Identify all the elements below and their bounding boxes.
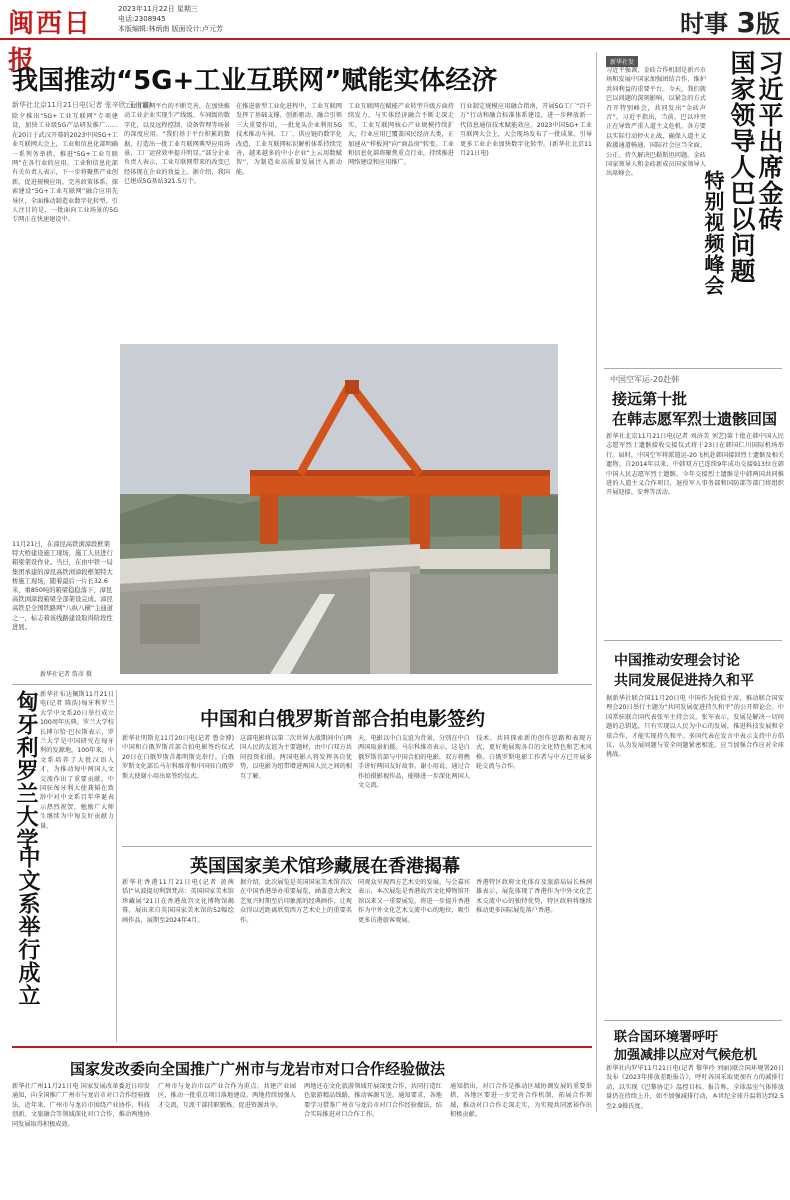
belarus-col-4: 技术、共同探索新的创作思路和表现方式，更好地展现各自的文化特色和艺术风格。白俄罗斯电影工作者与中方已开展多轮交流与合作。 — [476, 735, 592, 771]
lanzhou-title-line-1: 匈牙利罗兰大学 — [13, 690, 38, 851]
issue-phone: 电话:2308945 — [118, 15, 166, 23]
guangzhou-headline: 国家发改委向全国推广广州市与龙岩市对口合作经验做法 — [70, 1060, 446, 1078]
belarus-col-2: 这部电影将以第二次世界大战期间中白两国人民的友谊为主要题材，由中白双方共同投资拍摄。两国电影人将发挥各自优势，以电影为纽带增进两国人民之间的相互了解。 — [240, 735, 352, 780]
side-lead-title-line-3: 特别视频峰会 — [701, 170, 725, 296]
lead-col-4: 工业互联网在赋能产业转型升级方面持续发力，与实体经济融合不断走深走实。工业互联网核心产业规模持续扩大，行业应用已覆盖国民经济大类，正加速从“样板间”向“商品房”转变。工业和信息化部将聚焦重点行业，持续推进网络建设和应用推广。 — [348, 103, 454, 167]
lead-col-1: 除夕推出“5G+工业互联网”专项建设，加快工业级5G产品研发推广……在20日于武汉开幕的2023中国5G+工业互联网大会上，工业和信息化部明确一系列务举措，推进“5G+工业互联网”在各行业的应用。工业和信息化部有关负责人表示，下一步将聚焦产业创新，促进规模应用，完善政策体系，探索建设“5G+工业互联网”融合应用先导区，全面推动制造业数字化转型。引人注目的是，一批面向工业场景的5G专网正在快速建设中。 — [12, 113, 118, 224]
divider-hongkong — [122, 846, 592, 847]
divider-security — [604, 640, 782, 641]
page-suffix: 版 — [756, 10, 780, 38]
guangzhou-col-1: 新华社广州11月21日电 国家发展改革委近日印发通知，向全国推广广州市与龙岩市对口合作经验做法。近年来，广州市与龙岩市围绕产业协作、科技创新、文旅融合等领域深化对口合作，推动两地协同发展取得积极成效。 — [12, 1083, 150, 1128]
bridge-construction-illustration — [120, 344, 558, 674]
right-column-divider — [596, 52, 597, 1112]
security-headline-2: 共同发展促进持久和平 — [614, 673, 754, 689]
lead-col-5: 行业制定规模应用融合指南，开展5G工厂“百千万”行动和融合标准体系建设，进一步释放新一代信息通信技术赋能效应。2023中国5G+工业互联网大会上，大会现场发布了一批成果，引导更多工业企业加快数字化转型。(新华社北京11月21日电) — [460, 103, 592, 158]
volunteers-headline-1: 接远第十批 — [612, 390, 688, 408]
hongkong-col-1: 新华社香港11月21日电(记者 黄茜恬)“从波提切利到梵高：英国国家美术馆珍藏展”21日在香港故宫文化博物馆揭幕。展出来自英国国家美术馆的52幅绘画作品，展期至2024年4月。 — [122, 879, 234, 924]
lanzhou-title-rest — [14, 846, 44, 1036]
hongkong-col-4: 香港特区政府文化体育及旅游局局长杨润雄表示，展览体现了香港作为中外文化艺术交流中心的独特优势，特区政府将继续推动更多国际展览落户香港。 — [476, 879, 592, 915]
left-column-divider — [116, 690, 117, 1042]
side-lead-title-line-1: 习近平出席金砖 — [755, 50, 784, 232]
lanzhou-title-line-2: 中文系举行成立 — [15, 846, 40, 1007]
guangzhou-col-3: 两地还在文化旅游领域开展深度合作，共同打造红色旅游精品线路，推动客源互送。通知要求，各地要学习借鉴广州市与龙岩市对口合作经验做法，结合实际推进对口合作工作。 — [304, 1083, 442, 1119]
divider-belarus — [12, 684, 592, 685]
issue-meta — [118, 4, 223, 34]
climate-headline-2: 加强减排以应对气候危机 — [614, 1048, 758, 1063]
section-label — [680, 4, 780, 39]
hongkong-col-3: 同观众呈现西方艺术史的发展。与会嘉宾表示，本次展览是香港故宫文化博物馆开馆以来又一重要展览，将进一步提升香港作为中外文化艺术交流中心的地位，吸引更多访港旅客观展。 — [358, 879, 470, 924]
climate-headline-1: 联合国环境署呼吁 — [614, 1030, 719, 1045]
divider-volunteers — [604, 368, 782, 369]
lead-headline: 我国推动“5G+工业互联网”赋能实体经济 — [12, 66, 498, 96]
page-number: 3 — [736, 6, 756, 39]
guangzhou-col-4: 通知指出，对口合作是推动区域协调发展的重要举措，各地区要进一步完善合作机制，拓展合作领域，推动对口合作走深走实，为实现共同富裕作出积极贡献。 — [450, 1083, 592, 1119]
volunteers-kicker: 中国空军运-20赴韩 — [610, 375, 680, 384]
climate-body: 新华社内罗毕11月21日电(记者 黎华玲 刘丽)联合国环境署20日发布《2023年排放差距报告》，呼吁各国采取更加有力的减排行动，以实现《巴黎协定》温控目标。报告称，全球温室气体排放量仍在持续上升，如不加强减排行动，本世纪全球升温将达到2.5至2.9摄氏度。 — [606, 1065, 784, 1110]
lead-col-2: 工业互联网平台的不断完善，在加快推动工业企业实现生产线级、车间级的数字化，以及远程控制、设备管理等场景的深度应用。“我们基于平台积累的数据，打造出一批工业互联网典型应用场景，工厂运营效率提升明显。”部分企业负责人表示，工业互联网带来的改变已经体现在企业的效益上。据介绍，我国已建成5G基站321.5万个。 — [124, 103, 230, 186]
belarus-col-1: 新华社明斯克11月20日电(记者 鲁金博)中国和白俄罗斯首部合拍电影签约仪式20日在白俄罗斯首都明斯克举行。白俄罗斯文化部长马尔科维奇和中国驻白俄罗斯大使谢小用出席签约仪式。 — [122, 735, 234, 780]
photo-credit: 新华社记者 詹彦 摄 — [40, 671, 92, 678]
section-name: 时事 — [680, 10, 729, 38]
side-lead-title-line-2: 国家领导人巴以问题 — [727, 50, 756, 284]
divider-climate — [604, 1020, 782, 1021]
security-headline-1: 中国推动安理会讨论 — [614, 653, 740, 669]
issue-editor: 本版编辑:林炳南 版面设计:卢元芳 — [118, 25, 223, 33]
issue-date: 2023年11月22日 星期三 — [118, 5, 198, 13]
lead-col-3: 在推进新型工业化进程中，工业互联网发挥了基础支撑、创新驱动、融合引领三大重要作用。一批龙头企业利用5G技术推动车间、工厂、供应链的数字化改造，工业互联网标识解析体系持续完善，越来越多的中小企业“上云用数赋智”，为制造业高质量发展注入新动能。 — [236, 103, 342, 176]
divider-guangzhou — [12, 1046, 592, 1048]
security-body: 据新华社联合国11月20日电 中国作为轮值主席，推动联合国安理会20日举行主题为“共同发展促进持久和平”的公开辩论会。中国常驻联合国代表张军主持会议。张军表示，发展是解决一切问题的总钥匙，只有实现以人民为中心的发展，推进科技发展和全球合作，才能实现持久和平。多国代表在发言中表示支持中方倡议，认为发展问题与安全问题紧密相连，应当加强合作应对全球挑战。 — [606, 695, 784, 759]
hongkong-col-2: 据介绍，此次展览是英国国家美术馆首次在中国香港举办重要展览，涵盖意大利文艺复兴时期至后印象派的经典画作，让观众得以近距离欣赏西方艺术史上的重要名作。 — [240, 879, 352, 924]
side-lead-body: 习近平强调，金砖合作机制是新兴市场和发展中国家加强团结合作、维护共同利益的重要平台。今天，我们就巴以问题的深刻影响，以紧急的方式召开特别峰会，共同发出“金砖声音”。习近平指出，当前，巴以冲突正在导致严重人道主义危机，各方要以实际行动停火止战，确保人道主义救援通道畅通，国际社会应当全面、公正、持久解决巴勒斯坦问题。金砖国家领导人和金砖新成员国家领导人出席峰会。 — [606, 67, 706, 178]
volunteers-headline-2: 在韩志愿军烈士遗骸回国 — [612, 410, 778, 428]
volunteers-body: 新华社北京11月21日电(记者 刘济美 刘艺)第十批在韩中国人民志愿军烈士遗骸接收交接仪式将于23日在韩国仁川国际机场举行。届时，中国空军将派遣运-20飞机赴韩国接回烈士遗骸及相关遗物。自2014年以来，中韩双方已连续9年成功交接913位在韩中国人民志愿军烈士遗骸。今年交接烈士遗骸是中韩两国共同推进的人道主义合作项目，退役军人事务部和国防部等部门将组织开展迎接、安葬等活动。 — [606, 433, 784, 497]
hongkong-headline: 英国国家美术馆珍藏展在香港揭幕 — [190, 856, 460, 877]
guangzhou-col-2: 广州市与龙岩市以产业合作为重点，共建产业园区，推动一批重点项目落地建设。两地持续加强人才交流，互派干部挂职锻炼，促进资源共享。 — [158, 1083, 296, 1109]
side-lead-title — [701, 50, 784, 350]
newspaper-logo: 闽西日报 — [8, 9, 93, 76]
photo-caption: 11月21日，在漳昆高铁浏漳段框架特大桥建设施工现场，施工人员进行箱梁架设作业。当日，在由中铁一局集团承建的漳昆高铁浏漳段框架特大桥施工现场，随着最后一片长32.6米、重850吨的箱梁稳稳落下，漳昆高铁浏漳段箱梁全部架设完成。漳昆高铁是全国铁路网“八纵八横”主通道之一，标志着该线路建设取得阶段性进展。 — [12, 541, 113, 631]
belarus-col-3: 天。电影以中白友谊为背景，分别在中白两国取景拍摄。马尔科维奇表示，这是白俄罗斯首部与中国合拍的电影，双方将携手讲好两国友好故事。谢小用说，通过合作拍摄影视作品，能够进一步深化两国人文交流。 — [358, 735, 470, 790]
bridge-photo — [120, 344, 558, 674]
side-lead-tag: 新华社发 — [606, 56, 638, 67]
belarus-headline: 中国和白俄罗斯首部合拍电影签约 — [200, 708, 486, 730]
lanzhou-body-text: 新华社布达佩斯11月21日电(记者 陈浩)匈牙利罗兰大学中文系20日举行成立100周年庆典。罗兰大学校长博尔恰·巴拉斯表示，罗兰大学是中国研究在匈牙利的发源地。100年来，中文系培养了大批汉语人才，为推动匈中两国人文交流作出了重要贡献。中国驻匈牙利大使龚韬在致辞中对中文系百年华诞表示热烈祝贺，勉励广大师生继续为中匈友好贡献力量。 — [40, 691, 114, 830]
lead-byline: 新华社北京11月21日电(记者 张辛欣 王自富) — [12, 101, 152, 109]
